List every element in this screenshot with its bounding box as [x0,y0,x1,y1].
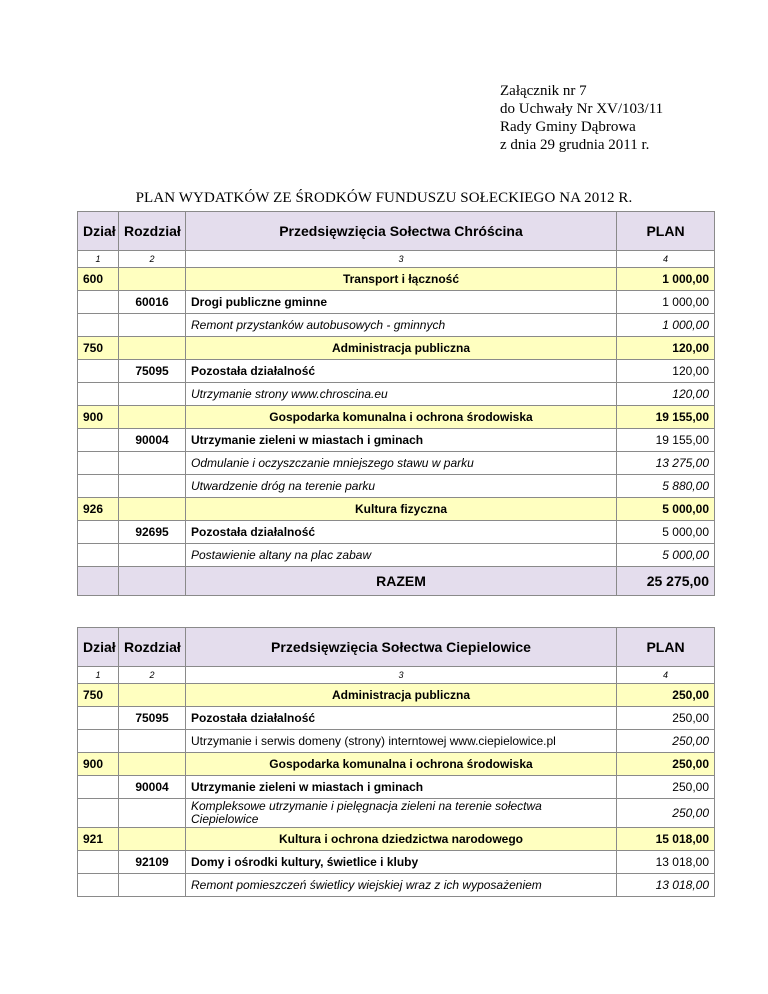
col-num-3: 3 [186,251,617,268]
rozdzial-amount: 250,00 [617,776,715,799]
dzial-row [78,684,715,707]
empty-cell [78,799,119,828]
column-numbers-row [78,251,715,268]
col-dzial: Dział [78,212,119,251]
table-title: Przedsięwzięcia Sołectwa Ciepielowice [186,628,617,667]
rozdzial-code: 60016 [119,291,186,314]
item-name: Postawienie altany na plac zabaw [186,544,617,567]
col-num-1: 1 [78,251,119,268]
dzial-row [78,337,715,360]
item-amount: 1 000,00 [617,314,715,337]
rozdzial-row [78,291,715,314]
dzial-row [78,268,715,291]
item-row [78,452,715,475]
item-name: Remont pomieszczeń świetlicy wiejskiej wraz z ich wyposażeniem [186,874,617,897]
dzial-name: Kultura fizyczna [186,498,617,521]
rozdzial-amount: 250,00 [617,707,715,730]
rozdzial-amount: 5 000,00 [617,521,715,544]
total-amount: 25 275,00 [617,567,715,596]
item-row [78,874,715,897]
item-amount: 13 018,00 [617,874,715,897]
empty-cell [119,498,186,521]
dzial-code: 900 [78,406,119,429]
empty-cell [119,475,186,498]
col-rozdzial: Rozdział [119,628,186,667]
rozdzial-code: 92109 [119,851,186,874]
item-name: Utrzymanie strony www.chroscina.eu [186,383,617,406]
dzial-row [78,828,715,851]
rozdzial-name: Utrzymanie zieleni w miastach i gminach [186,429,617,452]
item-row [78,544,715,567]
rozdzial-row [78,707,715,730]
empty-cell [119,684,186,707]
council-name: Rady Gminy Dąbrowa [500,119,636,135]
col-rozdzial: Rozdział [119,212,186,251]
table-header-row [78,628,715,667]
rozdzial-code: 90004 [119,776,186,799]
empty-cell [119,799,186,828]
empty-cell [78,707,119,730]
rozdzial-amount: 19 155,00 [617,429,715,452]
empty-cell [119,383,186,406]
dzial-code: 750 [78,684,119,707]
empty-cell [119,730,186,753]
dzial-name: Kultura i ochrona dziedzictwa narodowego [186,828,617,851]
item-amount: 120,00 [617,383,715,406]
rozdzial-name: Utrzymanie zieleni w miastach i gminach [186,776,617,799]
rozdzial-row [78,521,715,544]
item-name: Utrzymanie i serwis domeny (strony) interntowej www.ciepielowice.pl [186,730,617,753]
empty-cell [78,429,119,452]
item-row [78,383,715,406]
rozdzial-name: Drogi publiczne gminne [186,291,617,314]
col-num-1: 1 [78,667,119,684]
plan-table-ciepielowice [77,627,715,897]
dzial-amount: 15 018,00 [617,828,715,851]
empty-cell [78,291,119,314]
dzial-code: 900 [78,753,119,776]
rozdzial-amount: 1 000,00 [617,291,715,314]
item-amount: 250,00 [617,799,715,828]
rozdzial-name: Pozostała działalność [186,360,617,383]
item-row [78,799,715,828]
attachment-header [500,82,663,154]
plan-table-chroscina [77,211,715,596]
table-title: Przedsięwzięcia Sołectwa Chróścina [186,212,617,251]
rozdzial-code: 75095 [119,360,186,383]
col-num-4: 4 [617,667,715,684]
rozdzial-amount: 120,00 [617,360,715,383]
dzial-code: 750 [78,337,119,360]
resolution-date: z dnia 29 grudnia 2011 r. [500,137,650,153]
resolution-number: do Uchwały Nr XV/103/11 [500,101,664,117]
empty-cell [78,521,119,544]
item-row [78,475,715,498]
rozdzial-name: Pozostała działalność [186,707,617,730]
rozdzial-code: 75095 [119,707,186,730]
empty-cell [78,360,119,383]
rozdzial-name: Domy i ośrodki kultury, świetlice i kluby [186,851,617,874]
empty-cell [119,567,186,596]
col-num-3: 3 [186,667,617,684]
dzial-amount: 19 155,00 [617,406,715,429]
item-amount: 5 000,00 [617,544,715,567]
rozdzial-row [78,429,715,452]
item-row [78,314,715,337]
empty-cell [119,544,186,567]
empty-cell [78,544,119,567]
empty-cell [78,851,119,874]
empty-cell [78,776,119,799]
item-name: Odmulanie i oczyszczanie mniejszego stawu w parku [186,452,617,475]
dzial-name: Transport i łączność [186,268,617,291]
total-row [78,567,715,596]
total-label: RAZEM [186,567,617,596]
empty-cell [119,406,186,429]
empty-cell [78,730,119,753]
dzial-row [78,406,715,429]
empty-cell [119,268,186,291]
rozdzial-code: 90004 [119,429,186,452]
item-name: Kompleksowe utrzymanie i pielęgnacja zieleni na terenie sołectwa Ciepielowice [186,799,617,828]
dzial-amount: 250,00 [617,684,715,707]
dzial-amount: 250,00 [617,753,715,776]
col-plan: PLAN [617,628,715,667]
empty-cell [78,874,119,897]
item-name: Utwardzenie dróg na terenie parku [186,475,617,498]
dzial-row [78,753,715,776]
rozdzial-name: Pozostała działalność [186,521,617,544]
dzial-name: Gospodarka komunalna i ochrona środowiska [186,406,617,429]
rozdzial-row [78,776,715,799]
column-numbers-row [78,667,715,684]
dzial-amount: 5 000,00 [617,498,715,521]
col-plan: PLAN [617,212,715,251]
col-num-4: 4 [617,251,715,268]
dzial-name: Gospodarka komunalna i ochrona środowiska [186,753,617,776]
dzial-name: Administracja publiczna [186,337,617,360]
dzial-row [78,498,715,521]
empty-cell [119,337,186,360]
empty-cell [119,314,186,337]
empty-cell [119,753,186,776]
empty-cell [78,475,119,498]
table-header-row [78,212,715,251]
empty-cell [119,874,186,897]
rozdzial-row [78,360,715,383]
col-num-2: 2 [119,667,186,684]
document-title: PLAN WYDATKÓW ZE ŚRODKÓW FUNDUSZU SOŁECKIEGO NA 2012 R. [135,190,633,206]
item-amount: 5 880,00 [617,475,715,498]
empty-cell [78,383,119,406]
dzial-code: 926 [78,498,119,521]
item-amount: 13 275,00 [617,452,715,475]
empty-cell [78,452,119,475]
col-num-2: 2 [119,251,186,268]
attachment-number: Załącznik nr 7 [500,83,587,99]
rozdzial-code: 92695 [119,521,186,544]
dzial-code: 600 [78,268,119,291]
dzial-amount: 1 000,00 [617,268,715,291]
empty-cell [78,314,119,337]
dzial-name: Administracja publiczna [186,684,617,707]
col-dzial: Dział [78,628,119,667]
rozdzial-row [78,851,715,874]
rozdzial-amount: 13 018,00 [617,851,715,874]
item-name: Remont przystanków autobusowych - gminnych [186,314,617,337]
dzial-amount: 120,00 [617,337,715,360]
dzial-code: 921 [78,828,119,851]
empty-cell [119,452,186,475]
item-row [78,730,715,753]
empty-cell [78,567,119,596]
item-amount: 250,00 [617,730,715,753]
empty-cell [119,828,186,851]
